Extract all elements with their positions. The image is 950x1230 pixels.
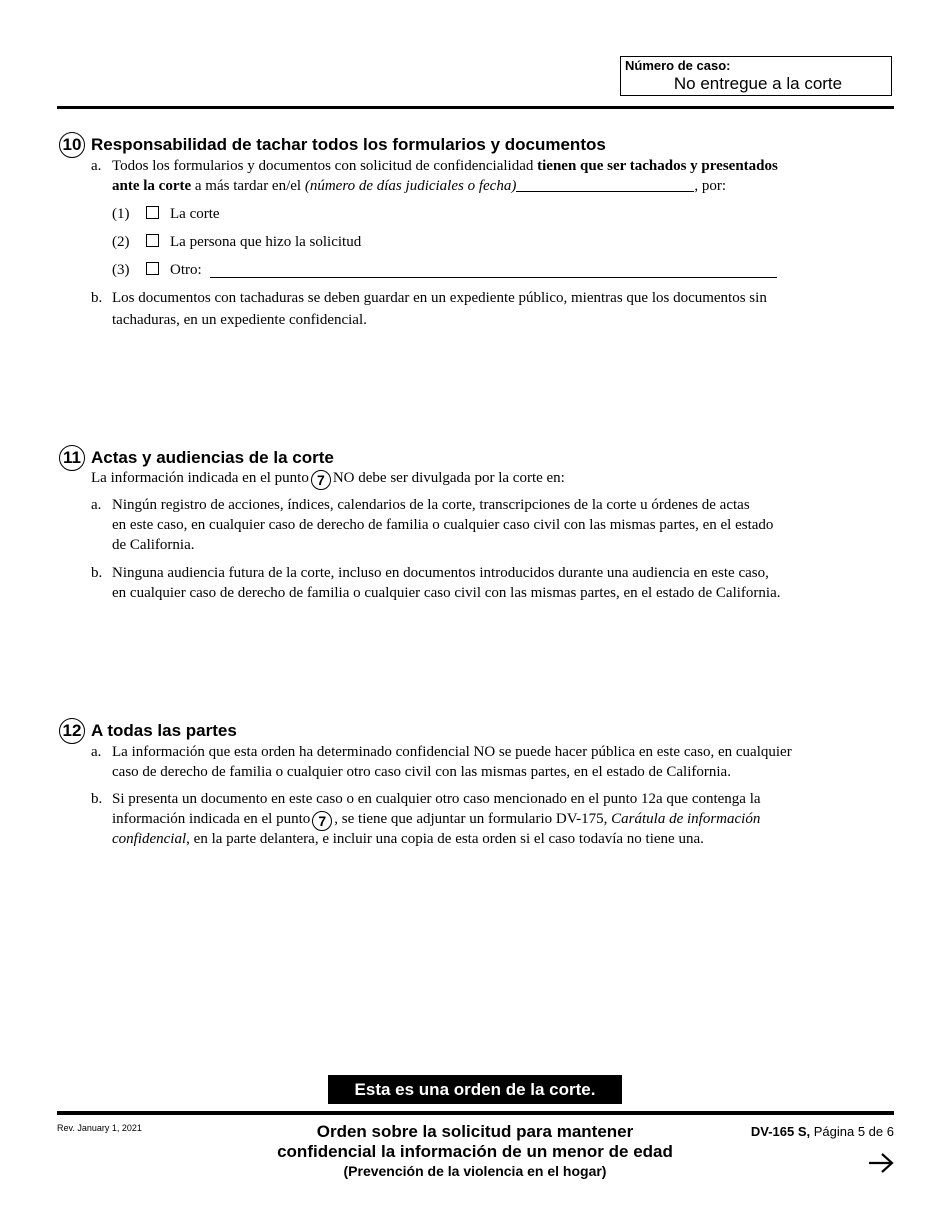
section-10a-letter: a. bbox=[91, 158, 102, 174]
section-11-intro: La información indicada en el punto 7 NO debe ser divulgada por la corte en: bbox=[91, 470, 565, 488]
option-1-number: (1) bbox=[112, 206, 130, 222]
option-2-label: La persona que hizo la solicitud bbox=[170, 234, 362, 250]
form-id-page bbox=[751, 1124, 894, 1139]
section-12-number: 12 bbox=[59, 718, 85, 744]
section-10-title: Responsabilidad de tachar todos los formularios y documentos bbox=[91, 135, 606, 154]
section-10a-line2: ante la corte a más tardar en/el (número de días judiciales o fecha) , por: bbox=[112, 178, 726, 194]
form-title bbox=[225, 1122, 725, 1180]
section-11a-letter: a. bbox=[91, 497, 102, 513]
option-3-number: (3) bbox=[112, 262, 130, 278]
section-11-number: 11 bbox=[59, 445, 85, 471]
form-title-line3: (Prevención de la violencia en el hogar) bbox=[343, 1163, 607, 1179]
item-7-reference: 7 bbox=[311, 470, 331, 490]
section-12a-letter: a. bbox=[91, 744, 102, 760]
other-field[interactable] bbox=[210, 277, 777, 278]
option-3-label: Otro: bbox=[170, 262, 202, 278]
days-or-date-field[interactable] bbox=[516, 177, 694, 192]
option-3-checkbox[interactable] bbox=[146, 262, 159, 275]
option-2-checkbox[interactable] bbox=[146, 234, 159, 247]
right-arrow-icon[interactable] bbox=[866, 1150, 896, 1176]
form-title-line2: confidencial la información de un menor de edad bbox=[277, 1142, 673, 1161]
section-11a-line1: Ningún registro de acciones, índices, calendarios de la corte, transcripciones de la corte u órdenes de actas bbox=[112, 497, 750, 513]
case-number-box bbox=[620, 56, 892, 96]
section-12b-line3: confidencial, en la parte delantera, e incluir una copia de esta orden si el caso todavía no tiene una. bbox=[112, 831, 704, 847]
page-info: Página 5 de 6 bbox=[810, 1124, 894, 1139]
option-2-number: (2) bbox=[112, 234, 130, 250]
header-rule bbox=[57, 106, 894, 109]
section-12b-line2: información indicada en el punto 7 , se tiene que adjuntar un formulario DV-175, Carátula de información bbox=[112, 811, 761, 829]
case-number-value: No entregue a la corte bbox=[673, 74, 843, 93]
revision-date: Rev. January 1, 2021 bbox=[57, 1123, 142, 1133]
court-order-banner: Esta es una orden de la corte. bbox=[328, 1075, 622, 1104]
section-12a-line2: caso de derecho de familia o cualquier otro caso civil con las mismas partes, en el estado de California. bbox=[112, 764, 731, 780]
section-11a-line2: en este caso, en cualquier caso de derecho de familia o cualquier caso civil con las mismas partes, en el estado bbox=[112, 517, 774, 533]
option-1-checkbox[interactable] bbox=[146, 206, 159, 219]
case-number-label: Número de caso: bbox=[625, 58, 731, 73]
section-12b-line1: Si presenta un documento en este caso o en cualquier otro caso mencionado en el punto 12a que contenga la bbox=[112, 791, 761, 807]
section-12-title: A todas las partes bbox=[91, 721, 237, 740]
form-title-line1: Orden sobre la solicitud para mantener bbox=[316, 1122, 634, 1141]
section-12b-letter: b. bbox=[91, 791, 103, 807]
section-11b-line1: Ninguna audiencia futura de la corte, incluso en documentos introducidos durante una audiencia en este caso, bbox=[112, 565, 769, 581]
section-11b-letter: b. bbox=[91, 565, 103, 581]
section-12a-line1: La información que esta orden ha determinado confidencial NO se puede hacer pública en este caso, en cualquier bbox=[112, 744, 792, 760]
option-1-label: La corte bbox=[170, 206, 220, 222]
section-11a-line3: de California. bbox=[112, 537, 195, 553]
section-11b-line2: en cualquier caso de derecho de familia o cualquier caso civil con las mismas partes, en el estado de California. bbox=[112, 585, 781, 601]
section-10a-line1: Todos los formularios y documentos con solicitud de confidencialidad tienen que ser tachados y presentados bbox=[112, 158, 778, 174]
footer-rule bbox=[57, 1111, 894, 1115]
form-id: DV-165 S, bbox=[750, 1124, 811, 1139]
section-10b-line2: tachaduras, en un expediente confidencial. bbox=[112, 312, 367, 328]
section-11-title: Actas y audiencias de la corte bbox=[91, 448, 334, 467]
section-10-number: 10 bbox=[59, 132, 85, 158]
section-10b-line1: Los documentos con tachaduras se deben guardar en un expediente público, mientras que los documentos sin bbox=[112, 290, 767, 306]
section-10b-letter: b. bbox=[91, 290, 103, 306]
item-7-reference: 7 bbox=[312, 811, 332, 831]
